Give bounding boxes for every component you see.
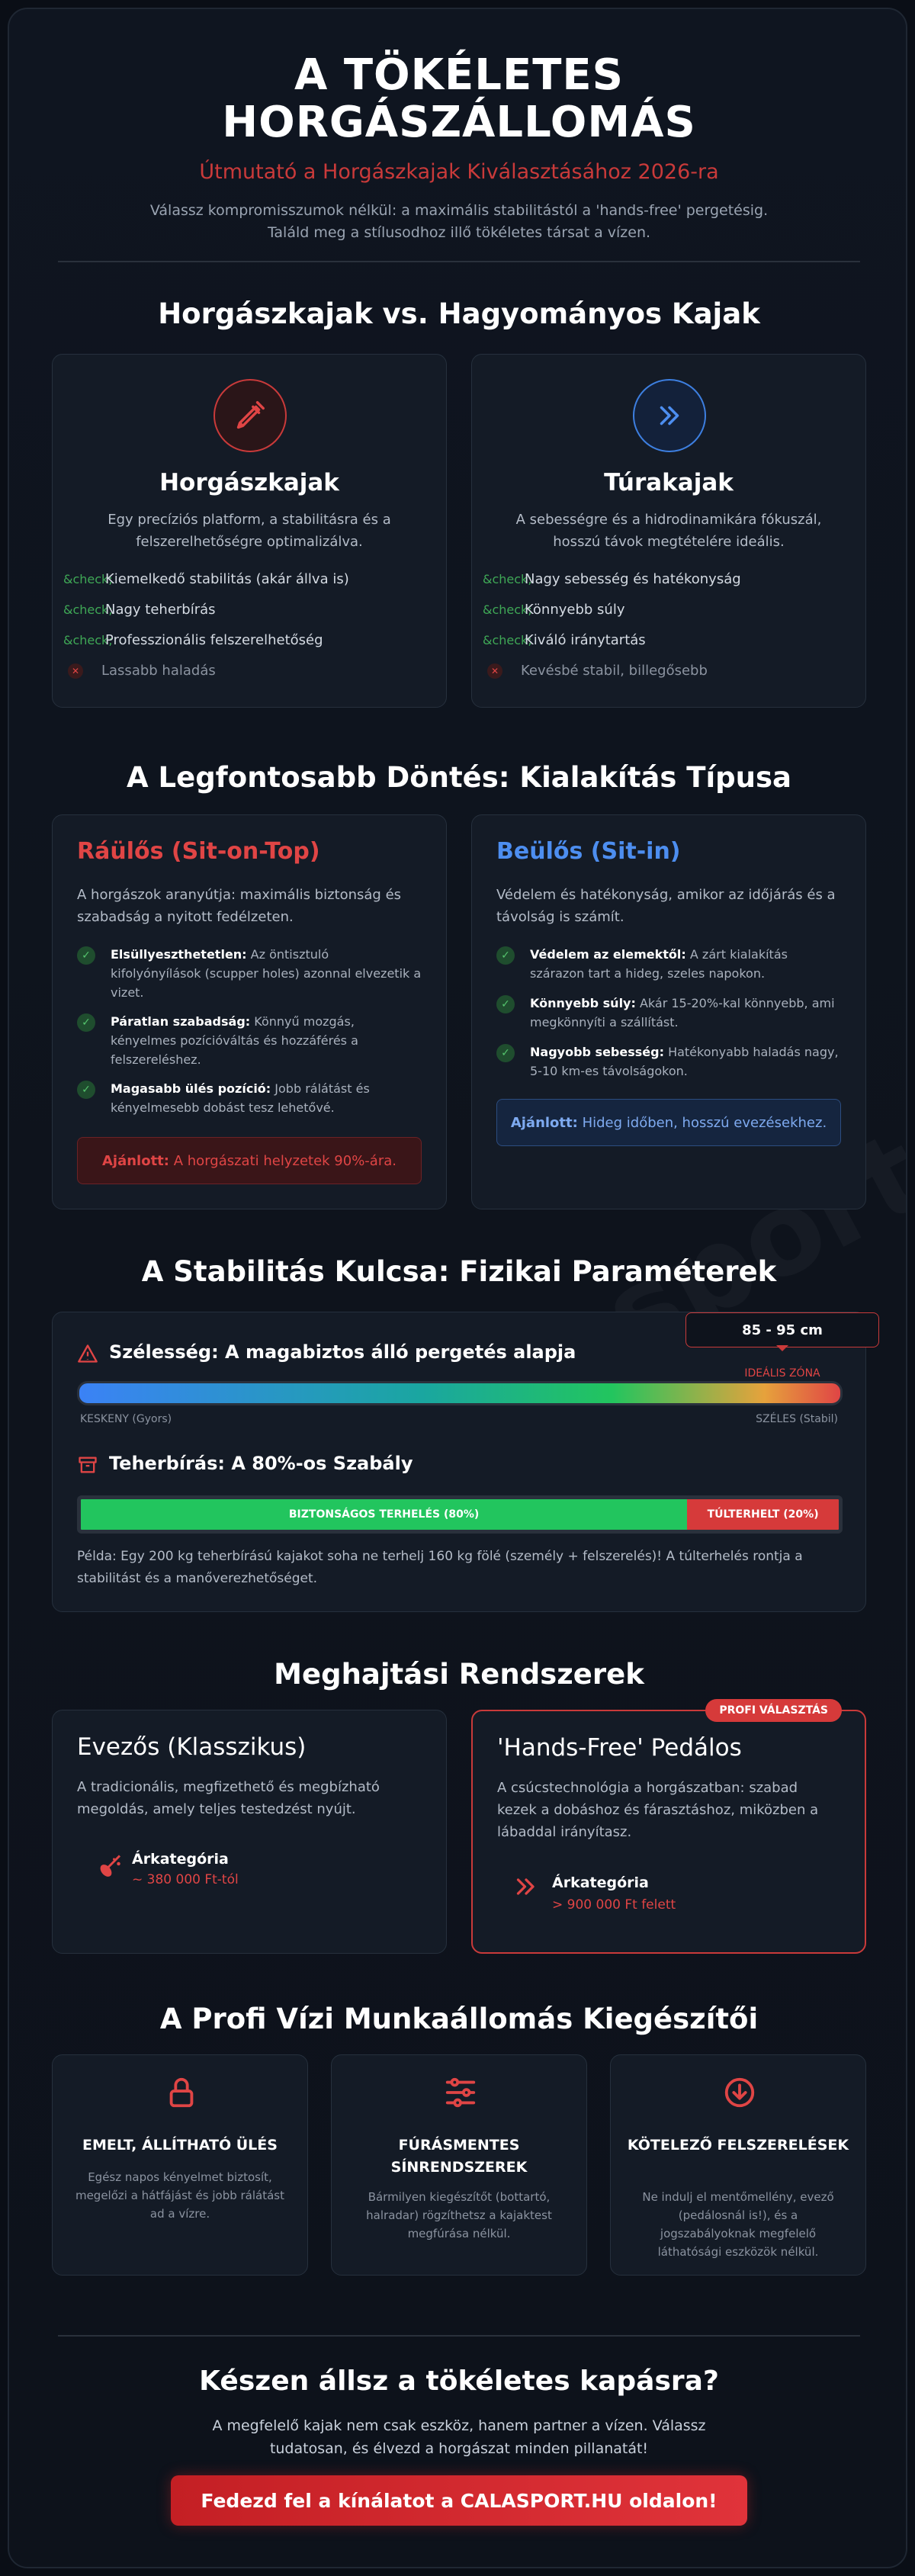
footer-text: A megfelelő kajak nem csak eszköz, hanem partner a vízen. Válassz tudatosan, és élvezd a horgászat minden pillanatát! <box>212 2417 706 2457</box>
page-title: A TÖKÉLETES HORGÁSZÁLLOMÁS <box>222 50 696 147</box>
sit-on-top-card <box>52 814 447 1209</box>
propulsion-heading: Meghajtási Rendszerek <box>274 1658 644 1691</box>
bullet-item: ✓ Magasabb ülés pozíció: Jobb rálátást és kényelmesebb dobást tesz lehetővé. <box>77 1079 422 1117</box>
divider <box>58 2335 860 2337</box>
price-value: ~ 380 000 Ft-tól <box>132 1872 239 1887</box>
infographic-page <box>8 8 907 2568</box>
ideal-zone-label: IDEÁLIS ZÓNA <box>744 1367 820 1380</box>
accessory-card-mandatory <box>610 2054 866 2276</box>
card-title: Beülős (Sit-in) <box>496 838 681 865</box>
list-item: &check; Kiváló iránytartás <box>483 632 646 648</box>
warning-triangle-icon <box>77 1343 98 1364</box>
accessory-title: EMELT, ÁLLÍTHATÓ ÜLÉS <box>82 2137 278 2154</box>
check-icon: ✓ <box>496 946 515 965</box>
bullet-item: ✓ Páratlan szabadság: Könnyű mozgás, kényelmes pozícióváltás és hozzáférés a felszereléshez. <box>77 1012 422 1069</box>
check-icon: ✓ <box>496 1044 515 1062</box>
accessory-title: KÖTELEZŐ FELSZERELÉSEK <box>627 2137 849 2154</box>
comparison-heading: Horgászkajak vs. Hagyományos Kajak <box>158 297 760 330</box>
card-desc: A tradicionális, megfizethető és megbízható megoldás, amely teljes testedzést nyújt. <box>77 1779 380 1817</box>
bullet-item: ✓ Nagyobb sebesség: Hatékonyabb haladás nagy, 5-10 km-es távolságokon. <box>496 1042 841 1081</box>
pedal-card <box>471 1704 866 1954</box>
divider <box>58 261 860 262</box>
arrow-down-circle-icon <box>722 2075 757 2110</box>
narrow-label: KESKENY (Gyors) <box>80 1413 172 1425</box>
card-desc: Egy precíziós platform, a stabilitásra és a felszerelhetőségre optimalizálva. <box>108 512 391 550</box>
safe-load-segment: BIZTONSÁGOS TERHELÉS (80%) <box>81 1499 687 1530</box>
list-item-negative: ✕ Lassabb haladás <box>53 663 435 679</box>
load-bar <box>77 1495 843 1534</box>
badge-pointer <box>776 1345 788 1351</box>
accessory-card-rails <box>331 2054 587 2276</box>
width-gradient-bar <box>77 1381 843 1405</box>
card-title: 'Hands-Free' Pedálos <box>497 1734 742 1762</box>
page-lead: Válassz kompromisszumok nélkül: a maximális stabilitástól a 'hands-free' pergetésig. Találd meg a stílusodhoz illő tökéletes társat a vízen. <box>149 202 769 241</box>
card-title: Túrakajak <box>604 469 734 496</box>
card-title: Evezős (Klasszikus) <box>77 1733 307 1761</box>
card-desc: A sebességre és a hidrodinamikára fókuszál, hosszú távok megtételére ideális. <box>515 512 822 550</box>
accessory-desc: Bármilyen kiegészítőt (bottartó, halradar) rögzíthetsz a kajaktest megfúrása nélkül. <box>366 2190 552 2240</box>
page-subtitle: Útmutató a Horgászkajak Kiválasztásához 2026-ra <box>199 160 719 184</box>
stability-card <box>52 1312 866 1612</box>
wide-label: SZÉLES (Stabil) <box>756 1413 838 1425</box>
load-example: Példa: Egy 200 kg teherbírású kajakot soha ne terhelj 160 kg fölé (személy + felszerelés)! A túlterhelés rontja a stabilitást és a manőverezhetőséget. <box>77 1549 803 1586</box>
card-desc: Védelem és hatékonyság, amikor az időjárás és a távolság is számít. <box>496 887 836 925</box>
price-value: > 900 000 Ft felett <box>552 1897 676 1913</box>
accessories-heading: A Profi Vízi Munkaállomás Kiegészítői <box>159 2003 759 2035</box>
price-label: Árkategória <box>132 1851 229 1868</box>
accessory-desc: Ne indulj el mentőmellény, evező (pedálosnál is!), és a jogszabályoknak megfelelő láthatósági eszközök nélkül. <box>642 2190 834 2259</box>
paddle-icon <box>97 1852 124 1880</box>
design-heading: A Legfontosabb Döntés: Kialakítás Típusa <box>127 761 791 794</box>
pro-choice-badge: PROFI VÁLASZTÁS <box>705 1699 842 1722</box>
card-desc: A horgászok aranyútja: maximális biztonság és szabadság a nyitott fedélzeten. <box>77 887 402 925</box>
archive-box-icon <box>77 1454 98 1476</box>
accessory-desc: Egész napos kényelmet biztosít, megelőzi a hátfájást és jobb rálátást ad a vízre. <box>75 2170 285 2221</box>
touring-kayak-card <box>471 354 866 708</box>
load-title: Teherbírás: A 80%-os Szabály <box>109 1453 413 1474</box>
price-label: Árkategória <box>552 1874 649 1891</box>
recommendation-box: Ajánlott: A horgászati helyzetek 90%-ára. <box>77 1137 422 1184</box>
stability-heading: A Stabilitás Kulcsa: Fizikai Paraméterek <box>141 1255 777 1288</box>
pen-nib-icon <box>214 379 287 452</box>
double-chevron-icon <box>633 379 706 452</box>
bullet-item: ✓ Könnyebb súly: Akár 15-20%-kal könnyebb, ami megkönnyíti a szállítást. <box>496 994 841 1032</box>
cta-button[interactable]: Fedezd fel a kínálatot a CALASPORT.HU oldalon! <box>171 2475 747 2526</box>
width-title: Szélesség: A magabiztos álló pergetés alapja <box>109 1341 576 1363</box>
accessory-card-seat <box>52 2054 308 2276</box>
bullet-item: ✓ Elsüllyeszthetetlen: Az öntisztuló kifolyónyílások (scupper holes) azonnal elvezetik a vizet. <box>77 945 422 1002</box>
list-item-negative: ✕ Kevésbé stabil, billegősebb <box>472 663 855 679</box>
ideal-value-badge: 85 - 95 cm <box>685 1312 879 1347</box>
card-title: Horgászkajak <box>159 469 339 496</box>
double-chevron-icon <box>511 1873 541 1900</box>
list-item: &check; Professzionális felszerelhetőség <box>63 632 323 648</box>
paddle-card <box>52 1710 447 1954</box>
check-icon: ✓ <box>77 1013 95 1032</box>
check-icon: ✓ <box>496 995 515 1013</box>
check-icon: ✓ <box>77 946 95 965</box>
sit-in-card <box>471 814 866 1209</box>
list-item: &check; Kiemelkedő stabilitás (akár állva is) <box>63 571 349 587</box>
card-desc: A csúcstechnológia a horgászatban: szabad kezek a dobáshoz és fárasztáshoz, miközben a lábaddal irányítasz. <box>497 1780 819 1840</box>
lock-icon <box>164 2075 199 2110</box>
close-icon: ✕ <box>487 663 502 679</box>
overload-segment: TÚLTERHELT (20%) <box>687 1499 839 1530</box>
accessory-title: FÚRÁSMENTES SÍNRENDSZEREK <box>390 2137 528 2176</box>
sliders-icon <box>443 2075 478 2110</box>
list-item: &check; Nagy sebesség és hatékonyság <box>483 571 741 587</box>
check-icon: ✓ <box>77 1081 95 1099</box>
recommendation-box: Ajánlott: Hideg időben, hosszú evezésekhez. <box>496 1099 841 1146</box>
fishing-kayak-card <box>52 354 447 708</box>
footer-title: Készen állsz a tökéletes kapásra? <box>199 2366 719 2397</box>
list-item: &check; Könnyebb súly <box>483 602 625 618</box>
card-title: Ráülős (Sit-on-Top) <box>77 838 320 865</box>
bullet-item: ✓ Védelem az elemektől: A zárt kialakítás szárazon tart a hideg, szeles napokon. <box>496 945 841 983</box>
list-item: &check; Nagy teherbírás <box>63 602 216 618</box>
close-icon: ✕ <box>68 663 83 679</box>
